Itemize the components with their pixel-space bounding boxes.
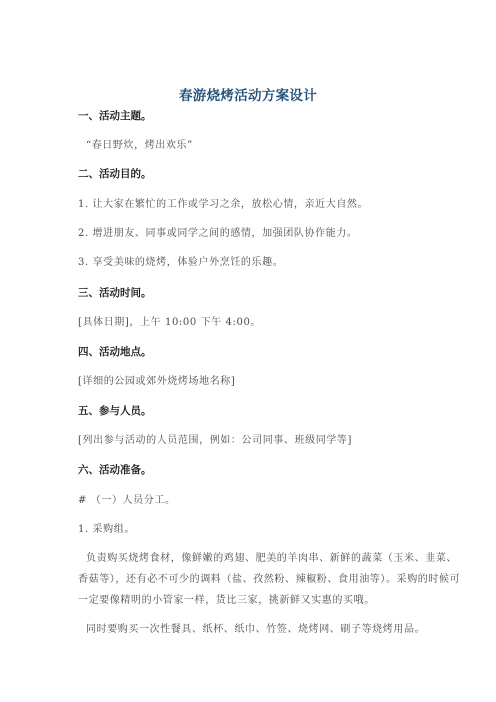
theme-text: “春日野炊，烤出欢乐” xyxy=(86,140,193,151)
section-heading-preparation: 六、活动准备。 xyxy=(78,464,152,476)
procurement-paragraph-line-3: 一定要像精明的小管家一样，货比三家，挑新鲜又实惠的买哦。 xyxy=(78,595,375,606)
section-heading-time: 三、活动时间。 xyxy=(78,287,152,299)
section-heading-location: 四、活动地点。 xyxy=(78,346,152,358)
document-title: 春游烧烤活动方案设计 xyxy=(179,88,317,104)
procurement-paragraph-2: 同时要购买一次性餐具、纸杯、纸巾、竹签、烧烤网、刷子等烧烤用品。 xyxy=(86,624,426,635)
procurement-group-label: 1. 采购组。 xyxy=(78,524,135,535)
section-heading-purpose: 二、活动目的。 xyxy=(78,168,152,180)
participants-text: [列出参与活动的人员范围，例如：公司同事、班级同学等] xyxy=(78,435,353,446)
time-text: [具体日期]，上午 10:00 下午 4:00。 xyxy=(78,317,262,328)
location-text: [详细的公园或郊外烧烤场地名称] xyxy=(78,376,236,387)
preparation-sub-heading: # （一）人员分工。 xyxy=(78,495,176,506)
procurement-paragraph-line-1: 负责购买烧烤食材，像鲜嫩的鸡翅、肥美的羊肉串、新鲜的蔬菜（玉米、韭菜、 xyxy=(86,553,457,564)
section-heading-participants: 五、参与人员。 xyxy=(78,405,152,417)
purpose-item-3: 3. 享受美味的烧烤，体验户外烹饪的乐趣。 xyxy=(78,257,284,268)
section-heading-theme: 一、活动主题。 xyxy=(78,110,152,122)
procurement-paragraph-line-2: 香菇等），还有必不可少的调料（盐、孜然粉、辣椒粉、食用油等）。采购的时候可 xyxy=(78,574,461,585)
purpose-item-2: 2. 增进朋友、同事或同学之间的感情，加强团队协作能力。 xyxy=(78,228,358,239)
purpose-item-1: 1. 让大家在繁忙的工作或学习之余，放松心情，亲近大自然。 xyxy=(78,199,369,210)
